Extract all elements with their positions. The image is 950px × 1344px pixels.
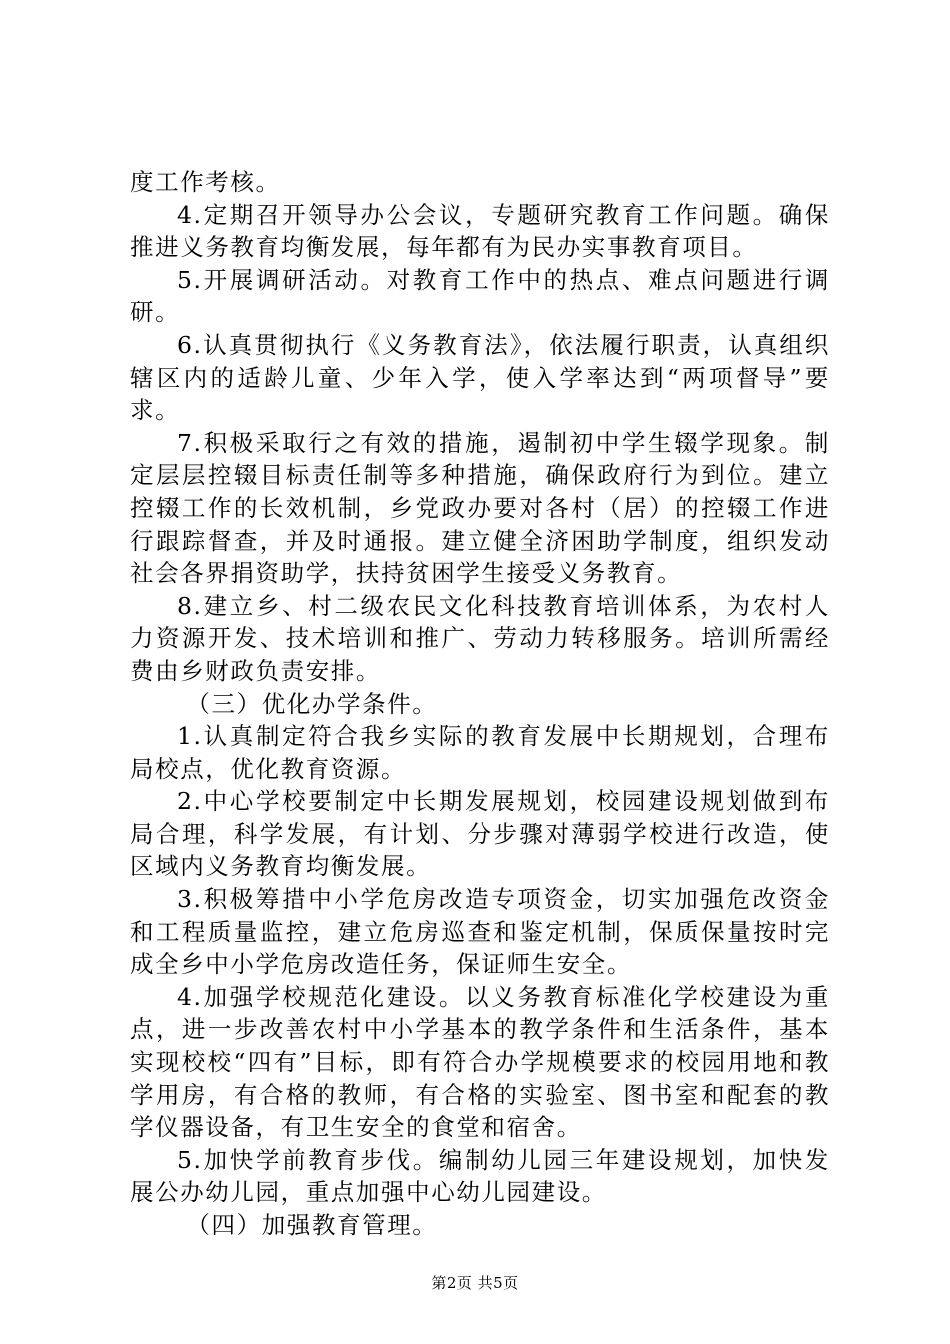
paragraph-item-8: 8.建立乡、村二级农民文化科技教育培训体系，为农村人力资源开发、技术培训和推广、劳动力转移服务。培训所需经费由乡财政负责安排。 — [130, 591, 830, 685]
section-heading-3: （三）优化办学条件。 — [186, 689, 438, 718]
paragraph-continuation: 度工作考核。 — [130, 168, 281, 196]
paragraph-item-6: 6.认真贯彻执行《义务教育法》，依法履行职责，认真组织辖区内的适龄儿童、少年入学，使入学率达到“两项督导”要求。 — [130, 330, 830, 425]
document-body — [130, 166, 830, 1242]
paragraph-section3-item-1: 1.认真制定符合我乡实际的教育发展中长期规划，合理布局校点，优化教育资源。 — [130, 722, 830, 783]
paragraph-item-7: 7.积极采取行之有效的措施，遏制初中学生辍学现象。制定层层控辍目标责任制等多种措施，确保政府行为到位。建立控辍工作的长效机制，乡党政办要对各村（居）的控辍工作进行跟踪督查，并及时通报。建立健全济困助学制度，组织发动社会各界捐资助学，扶持贫困学生接受义务教育。 — [130, 428, 830, 588]
paragraph-section3-item-3: 3.积极筹措中小学危房改造专项资金，切实加强危改资金和工程质量监控，建立危房巡查和鉴定机制，保质保量按时完成全乡中小学危房改造任务，保证师生安全。 — [130, 885, 830, 979]
paragraph-section3-item-2: 2.中心学校要制定中长期发展规划，校园建设规划做到布局合理，科学发展，有计划、分步骤对薄弱学校进行改造，使区域内义务教育均衡发展。 — [130, 787, 830, 881]
paragraph-section3-item-5: 5.加快学前教育步伐。编制幼儿园三年建设规划，加快发展公办幼儿园，重点加强中心幼儿园建设。 — [130, 1145, 830, 1207]
section-heading-4: （四）加强教育管理。 — [186, 1211, 438, 1239]
paragraph-section3-item-4: 4.加强学校规范化建设。以义务教育标准化学校建设为重点，进一步改善农村中小学基本的教学条件和生活条件，基本实现校校“四有”目标，即有符合办学规模要求的校园用地和教学用房，有合格的教师，有合格的实验室、图书室和配套的教学仪器设备，有卫生安全的食堂和宿舍。 — [130, 982, 830, 1142]
page-number-footer: 第2页 共5页 — [431, 1274, 519, 1292]
paragraph-item-4: 4.定期召开领导办公会议，专题研究教育工作问题。确保推进义务教育均衡发展，每年都有为民办实事教育项目。 — [130, 200, 830, 262]
paragraph-item-5: 5.开展调研活动。对教育工作中的热点、难点问题进行调研。 — [130, 265, 830, 327]
